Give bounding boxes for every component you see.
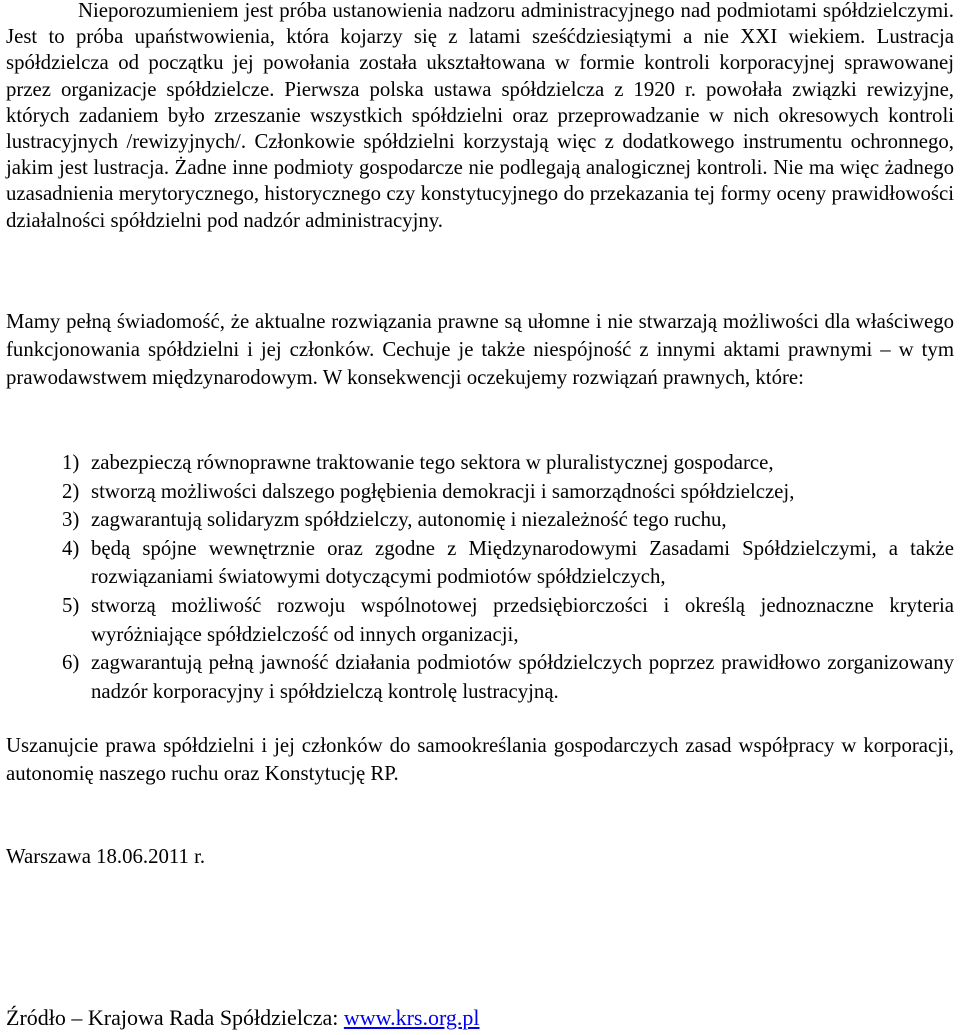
- list-item-number: 6): [62, 651, 80, 675]
- list-item-number: 1): [62, 451, 80, 474]
- list-item-text: zagwarantują pełną jawność działania podmiotów spółdzielczych poprzez prawidłowo zorganizowany nadzór korporacyjny i spółdzielczą kontrolę lustracyjną.: [91, 651, 954, 703]
- list-item-number: 5): [62, 593, 80, 617]
- paragraph-expectations: Mamy pełną świadomość, że aktualne rozwiązania prawne są ułomne i nie stwarzają możliwości dla właściwego funkcjonowania spółdzielni i jej członków. Cechuje je także niespójność z innymi aktami prawnymi – w tym prawodawstwem międzynarodowym. W konsekwencji oczekujemy rozwiązań prawnych, które:: [6, 310, 954, 389]
- list-item-number: 2): [62, 479, 80, 503]
- demands-list: [6, 449, 954, 706]
- source-label: Źródło – Krajowa Rada Spółdzielcza:: [6, 1005, 344, 1030]
- paragraph-lustration-part2: Żadne inne podmioty gospodarcze nie podlegają analogicznej kontroli. Nie ma więc żadnego uzasadnienia merytorycznego, historycznego czy konstytucyjnego do przekazania tej formy oceny prawidłowości działalności spółdzielni pod nadzór administracyjny.: [6, 156, 954, 232]
- list-item: [6, 535, 954, 592]
- source-link[interactable]: www.krs.org.pl: [343, 1005, 480, 1030]
- list-item-text: stworzą możliwość rozwoju wspólnotowej przedsiębiorczości i określą jednoznaczne kryteria wyróżniające spółdzielczość od innych organizacji,: [91, 593, 954, 646]
- list-item: [6, 649, 954, 706]
- list-item: [6, 478, 954, 507]
- list-item: [6, 592, 954, 649]
- source-line: [6, 1003, 480, 1033]
- list-item: [6, 506, 954, 535]
- paragraph-lustration-part1: Nieporozumieniem jest próba ustanowienia nadzoru administracyjnego nad podmiotami spółdzielczymi. Jest to próba upaństwowienia, która kojarzy się z latami sześćdziesiątymi a nie XXI wiekiem. Lustracja spółdzielcza od początku jej powołania została ukształtowana w formie kontroli korporacyjnej sprawowanej przez organizacje spółdzielcze. Pierwsza polska ustawa spółdzielcza z 1920 r. powołała związki rewizyjne, których zadaniem było zrzeszanie wszystkich spółdzielni oraz przeprowadzanie w nich okresowych kontroli lustracyjnych /rewizyjnych/. Członkowie spółdzielni korzystają więc z dodatkowego instrumentu ochronnego, jakim jest lustracja.: [6, 0, 954, 180]
- paragraph-lustration: [6, 0, 954, 234]
- document-date: Warszawa 18.06.2011 r.: [6, 845, 206, 868]
- list-item-text: zagwarantują solidaryzm spółdzielczy, autonomię i niezależność tego ruchu,: [91, 508, 727, 532]
- list-item-number: 3): [62, 508, 80, 532]
- list-item-text: będą spójne wewnętrznie oraz zgodne z Międzynarodowymi Zasadami Spółdzielczymi, a także rozwiązaniami światowymi dotyczącymi podmiotów spółdzielczych,: [91, 536, 954, 589]
- list-item-number: 4): [62, 536, 80, 560]
- paragraph-appeal: Uszanujcie prawa spółdzielni i jej członków do samookreślania gospodarczych zasad współpracy w korporacji, autonomię naszego ruchu oraz Konstytucję RP.: [6, 734, 954, 785]
- list-item-text: zabezpieczą równoprawne traktowanie tego sektora w pluralistycznej gospodarce,: [91, 451, 774, 474]
- list-item-text: stworzą możliwości dalszego pogłębienia demokracji i samorządności spółdzielczej,: [91, 479, 795, 503]
- list-item: [6, 449, 954, 478]
